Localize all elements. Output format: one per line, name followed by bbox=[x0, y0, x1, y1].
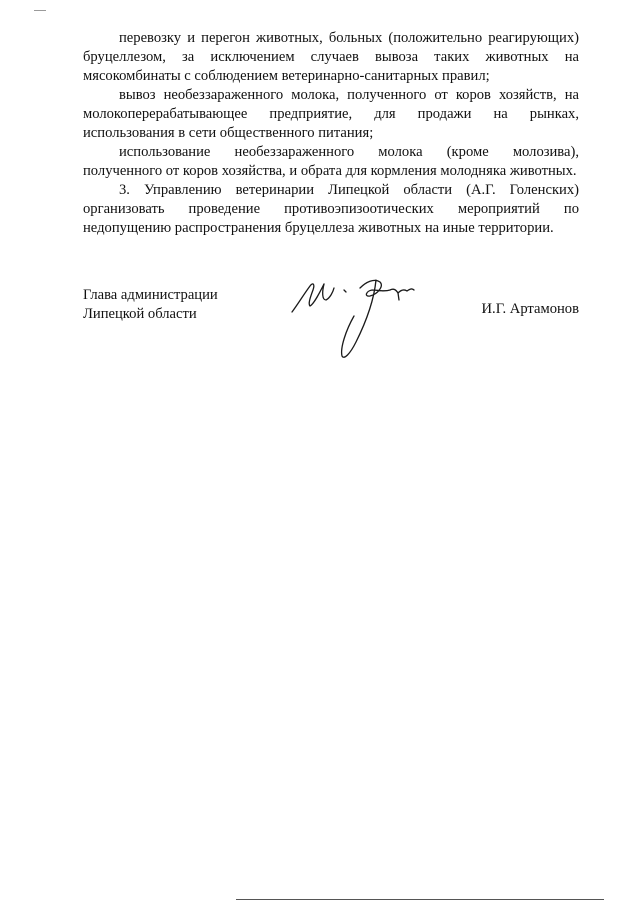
signatory-title-line-1: Глава администрации bbox=[83, 287, 218, 303]
paragraph-veterinary-directive: 3. Управлению ветеринарии Липецкой области (А.Г. Голенских) организовать проведение противоэпизоотических мероприятий по недопущению распространения бруцеллеза животных на иные территории. bbox=[83, 182, 579, 236]
signatory-title-line-2: Липецкой области bbox=[83, 306, 197, 322]
paragraph-milk-use-ban: использование необеззараженного молока (кроме молозива), полученного от коров хозяйства, и обрата для кормления молодняка животных. bbox=[83, 144, 579, 179]
scan-artifact bbox=[34, 10, 46, 11]
signature-block bbox=[83, 286, 579, 376]
document-body bbox=[83, 29, 579, 238]
handwritten-signature bbox=[286, 260, 426, 365]
footer-rule bbox=[236, 899, 604, 900]
signatory-title bbox=[83, 286, 218, 324]
paragraph-milk-export-ban: вывоз необеззараженного молока, полученного от коров хозяйств, на молокоперерабатывающее предприятие, для продажи на рынках, использования в сети общественного питания; bbox=[83, 87, 579, 141]
paragraph-transport-ban: перевозку и перегон животных, больных (положительно реагирующих) бруцеллезом, за исключением случаев вывоза таких животных на мясокомбинаты с соблюдением ветеринарно-санитарных правил; bbox=[83, 30, 579, 84]
signatory-name: И.Г. Артамонов bbox=[481, 301, 579, 317]
